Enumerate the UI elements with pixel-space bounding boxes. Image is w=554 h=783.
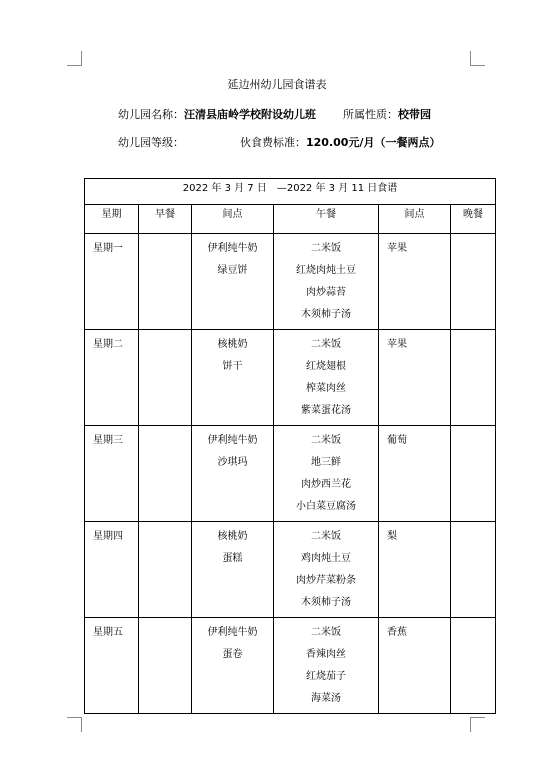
nature-label: 所属性质： (343, 108, 398, 121)
morning-snack-cell (192, 426, 274, 522)
breakfast-cell (139, 618, 192, 714)
menu-day-row (85, 522, 496, 618)
dish-item: 葡萄 (387, 435, 407, 446)
fee-line (240, 134, 440, 150)
dish-item: 鸡肉炖土豆 (301, 553, 351, 564)
weekday-cell (85, 522, 139, 618)
weekday-cell (85, 330, 139, 426)
dish-item: 香辣肉丝 (306, 649, 346, 660)
dish-item: 核桃奶 (217, 339, 248, 350)
dish-item: 饼干 (222, 361, 243, 372)
fee-label: 伙食费标准： (240, 136, 306, 149)
crop-mark-bottom-left (67, 717, 82, 732)
afternoon-snack-cell (379, 330, 451, 426)
dinner-cell (451, 234, 496, 330)
weekday-label: 星期五 (93, 627, 123, 638)
dinner-cell (451, 426, 496, 522)
dish-item: 肉炒芹菜粉条 (296, 575, 356, 586)
crop-mark-top-left (67, 51, 82, 66)
dish-item: 绿豆饼 (217, 265, 248, 276)
dish-item: 香蕉 (387, 627, 407, 638)
dinner-cell (451, 522, 496, 618)
lunch-cell (274, 522, 379, 618)
dinner-cell (451, 330, 496, 426)
dish-item: 海菜汤 (311, 693, 341, 704)
breakfast-cell (139, 330, 192, 426)
dish-item: 二米饭 (311, 627, 341, 638)
morning-snack-cell (192, 522, 274, 618)
menu-day-row (85, 234, 496, 330)
dish-item: 红烧茄子 (306, 671, 346, 682)
crop-mark-bottom-right (470, 717, 485, 732)
weekday-label: 星期一 (93, 243, 123, 254)
dish-item: 伊利纯牛奶 (207, 627, 258, 638)
header-row (85, 205, 496, 234)
afternoon-snack-cell (379, 618, 451, 714)
dish-item: 蛋糕 (222, 553, 243, 564)
header-snack-morning: 间点 (192, 205, 274, 234)
dish-item: 伊利纯牛奶 (207, 435, 258, 446)
menu-day-row (85, 618, 496, 714)
nature-line (343, 106, 431, 122)
breakfast-cell (139, 426, 192, 522)
weekday-cell (85, 234, 139, 330)
header-breakfast: 早餐 (139, 205, 192, 234)
dish-item: 红烧肉炖土豆 (296, 265, 356, 276)
header-snack-afternoon: 间点 (379, 205, 451, 234)
nature-value: 校带园 (398, 108, 431, 121)
dish-item: 二米饭 (311, 531, 341, 542)
grade-line (118, 134, 184, 150)
dish-item: 木须柿子汤 (301, 309, 351, 320)
dish-item: 沙琪玛 (217, 457, 248, 468)
dish-item: 榨菜肉丝 (306, 383, 346, 394)
afternoon-snack-cell (379, 522, 451, 618)
dish-item: 肉炒西兰花 (301, 479, 351, 490)
dish-item: 地三鲜 (311, 457, 341, 468)
dish-item: 红烧翅根 (306, 361, 346, 372)
dish-item: 苹果 (387, 339, 407, 350)
dinner-cell (451, 618, 496, 714)
dish-item: 木须柿子汤 (301, 597, 351, 608)
dish-item: 梨 (387, 531, 397, 542)
afternoon-snack-cell (379, 426, 451, 522)
kindergarten-name-label: 幼儿园名称： (118, 108, 184, 121)
date-range: 2022 年 3 月 7 日 —2022 年 3 月 11 日食谱 (85, 179, 496, 205)
dish-item: 肉炒蒜苔 (306, 287, 346, 298)
morning-snack-cell (192, 618, 274, 714)
grade-label: 幼儿园等级： (118, 136, 184, 149)
crop-mark-top-right (470, 51, 485, 66)
menu-day-row (85, 426, 496, 522)
menu-day-row (85, 330, 496, 426)
morning-snack-cell (192, 330, 274, 426)
breakfast-cell (139, 522, 192, 618)
menu-table (84, 178, 496, 714)
dish-item: 二米饭 (311, 339, 341, 350)
fee-value: 120.00元/月（一餐两点） (306, 136, 441, 149)
date-range-row (85, 179, 496, 205)
weekday-cell (85, 426, 139, 522)
dish-item: 蛋卷 (222, 649, 243, 660)
lunch-cell (274, 234, 379, 330)
dish-item: 核桃奶 (217, 531, 248, 542)
dish-item: 二米饭 (311, 435, 341, 446)
dish-item: 伊利纯牛奶 (207, 243, 258, 254)
dish-item: 苹果 (387, 243, 407, 254)
header-lunch: 午餐 (274, 205, 379, 234)
dish-item: 小白菜豆腐汤 (296, 501, 356, 512)
lunch-cell (274, 618, 379, 714)
morning-snack-cell (192, 234, 274, 330)
breakfast-cell (139, 234, 192, 330)
weekday-label: 星期二 (93, 339, 123, 350)
weekday-cell (85, 618, 139, 714)
weekday-label: 星期四 (93, 531, 123, 542)
weekday-label: 星期三 (93, 435, 123, 446)
kindergarten-name-line (118, 106, 316, 122)
lunch-cell (274, 426, 379, 522)
document-title: 延边州幼儿园食谱表 (227, 78, 327, 91)
dish-item: 二米饭 (311, 243, 341, 254)
dish-item: 紫菜蛋花汤 (301, 405, 351, 416)
kindergarten-name: 汪清县庙岭学校附设幼儿班 (184, 108, 316, 121)
lunch-cell (274, 330, 379, 426)
header-dinner: 晚餐 (451, 205, 496, 234)
afternoon-snack-cell (379, 234, 451, 330)
header-weekday: 星期 (85, 205, 139, 234)
